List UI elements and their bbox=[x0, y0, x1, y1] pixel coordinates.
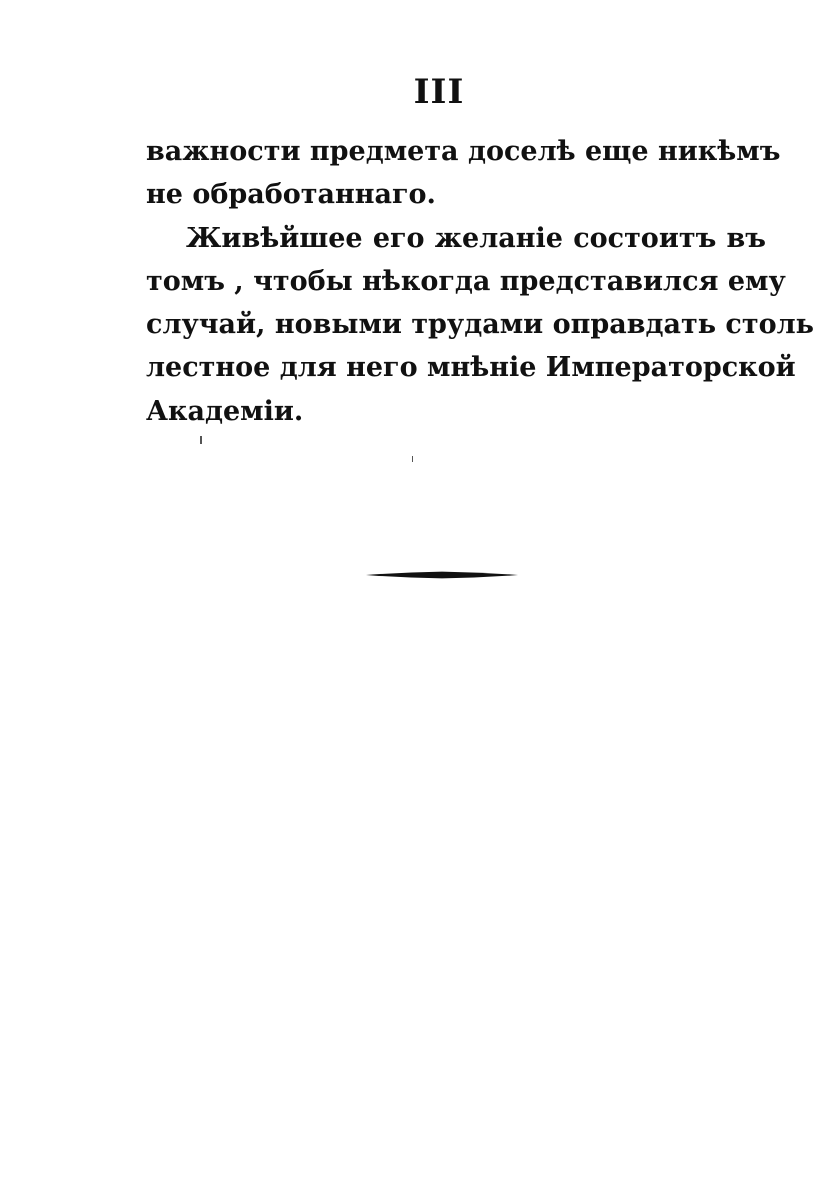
text-line: Академіи. bbox=[146, 395, 304, 427]
body-text bbox=[146, 130, 814, 433]
text-line: не обработаннаго. bbox=[146, 179, 436, 211]
stray-ink-mark bbox=[200, 436, 202, 444]
text-line: лестное для него мнѣніе Императорской bbox=[146, 352, 796, 384]
text-line: Живѣйшее его желаніе состоитъ въ bbox=[186, 222, 766, 254]
page-number: III bbox=[413, 72, 465, 112]
stray-ink-mark bbox=[412, 456, 413, 462]
text-line: важности предмета доселѣ еще никѣмъ bbox=[146, 136, 781, 167]
paragraph-2 bbox=[146, 217, 814, 433]
text-line: томъ , чтобы нѣкогда представился ему bbox=[146, 265, 786, 297]
ornamental-rule bbox=[366, 569, 518, 581]
text-line: случай, новыми трудами оправдать столь bbox=[146, 309, 814, 341]
paragraph-1 bbox=[146, 130, 781, 217]
